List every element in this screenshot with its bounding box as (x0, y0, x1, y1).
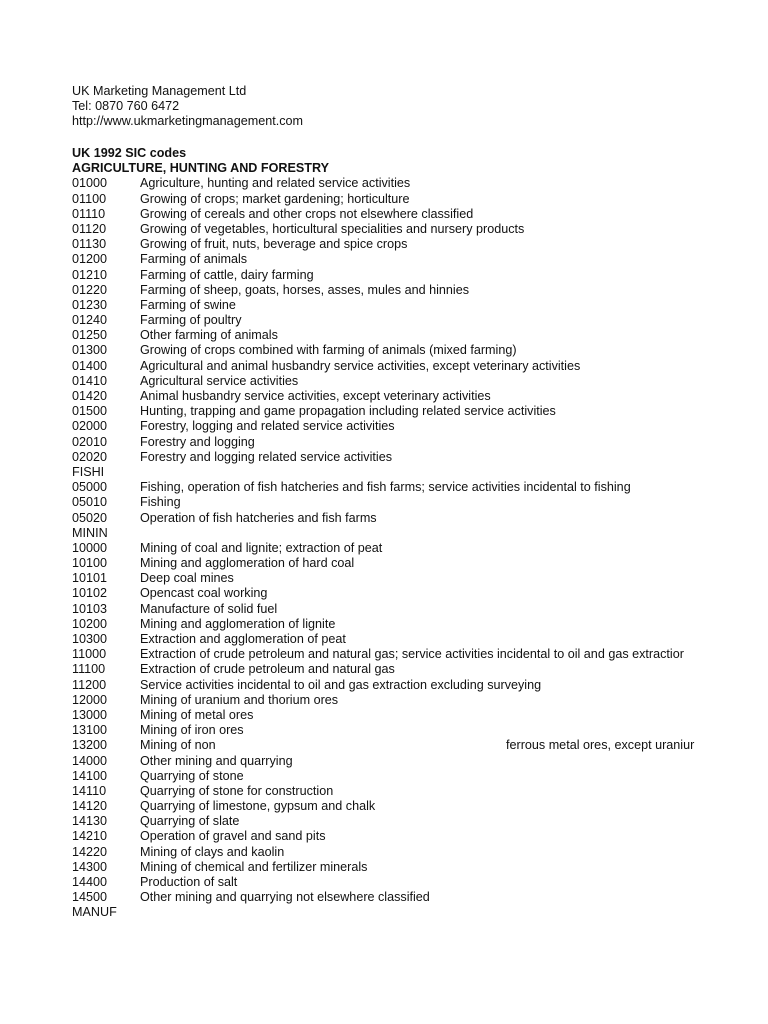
sic-description: Agriculture, hunting and related service activities (140, 176, 411, 191)
sic-code: 14110 (72, 783, 107, 798)
sic-code: 01210 (72, 267, 108, 282)
code-row (72, 875, 700, 890)
sic-description: Farming of poultry (140, 313, 242, 328)
sic-code: 02010 (72, 434, 108, 449)
sic-code: 01240 (72, 313, 108, 328)
code-row (72, 845, 700, 860)
code-row (72, 298, 700, 313)
sic-code: 11000 (72, 647, 107, 662)
sic-code: 05010 (72, 495, 108, 510)
sic-code: 14300 (72, 859, 108, 874)
sic-description: Quarrying of limestone, gypsum and chalk (140, 799, 376, 814)
company-website: http://www.ukmarketingmanagement.com (72, 114, 303, 129)
sic-description: Growing of fruit, nuts, beverage and spice crops (140, 237, 408, 252)
company-header (72, 84, 712, 130)
sic-description: Hunting, trapping and game propagation including related service activities (140, 404, 556, 419)
code-row (72, 252, 700, 267)
code-row (72, 343, 700, 358)
sic-description: Mining of iron ores (140, 723, 244, 738)
sic-code: 05000 (72, 480, 108, 495)
sic-code: 01410 (72, 373, 108, 388)
sic-description: Operation of gravel and sand pits (140, 829, 326, 844)
sic-code: 14220 (72, 844, 108, 859)
code-row-split (72, 738, 700, 753)
code-row (72, 678, 700, 693)
sic-code: 01120 (72, 221, 107, 236)
sic-description: Deep coal mines (140, 571, 234, 586)
sic-description: Other farming of animals (140, 328, 278, 343)
code-row (72, 283, 700, 298)
sic-description: Forestry and logging related service activities (140, 449, 392, 464)
sic-description: Agricultural service activities (140, 373, 299, 388)
sic-description: Quarrying of stone for construction (140, 783, 334, 798)
code-row (72, 495, 700, 510)
company-name: UK Marketing Management Ltd (72, 84, 247, 98)
sic-code: 01500 (72, 404, 108, 419)
sic-description: Quarrying of slate (140, 814, 240, 829)
company-telephone: Tel: 0870 760 6472 (72, 99, 180, 114)
code-row (72, 784, 700, 799)
code-row (72, 693, 700, 708)
sic-code: 10102 (72, 586, 108, 601)
sic-code: 01230 (72, 297, 108, 312)
code-row (72, 389, 700, 404)
code-row (72, 799, 700, 814)
code-row (72, 708, 700, 723)
sic-code: 10101 (72, 571, 108, 586)
code-row (72, 754, 700, 769)
code-row (72, 586, 700, 601)
sic-description: Growing of crops; market gardening; horticulture (140, 191, 410, 206)
code-row (72, 450, 700, 465)
sic-description: Mining of non (140, 738, 216, 753)
sic-code: 02000 (72, 419, 108, 434)
sic-code: 01420 (72, 389, 108, 403)
sic-code: 14500 (72, 890, 108, 905)
sic-code: 10100 (72, 556, 108, 571)
sic-code: 13000 (72, 707, 108, 722)
sic-description: Mining of chemical and fertilizer minerals (140, 859, 368, 874)
section-heading-manufacturing: MANUF (72, 905, 117, 920)
code-row (72, 829, 700, 844)
sic-code: 10103 (72, 601, 108, 616)
sic-code: 10300 (72, 632, 108, 646)
sic-description: Growing of cereals and other crops not elsewhere classified (140, 206, 474, 221)
sic-description: Forestry and logging (140, 434, 255, 449)
code-row (72, 662, 700, 677)
sic-description: Mining of coal and lignite; extraction of peat (140, 540, 383, 555)
code-row (72, 207, 700, 222)
code-row (72, 404, 700, 419)
code-row (72, 814, 700, 829)
code-row (72, 860, 700, 875)
sic-code: 01130 (72, 237, 107, 252)
sic-code: 01110 (72, 206, 106, 221)
code-row (72, 556, 700, 571)
sic-code: 11100 (72, 662, 106, 677)
code-row (72, 647, 700, 662)
sic-description: Farming of swine (140, 297, 236, 312)
sic-description: Growing of crops combined with farming of animals (mixed farming) (140, 343, 517, 358)
sic-description: Growing of vegetables, horticultural specialities and nursery products (140, 221, 525, 236)
sic-description: Operation of fish hatcheries and fish farms (140, 510, 377, 525)
sic-description: Production of salt (140, 875, 238, 889)
sic-description: Quarrying of stone (140, 768, 244, 783)
sic-description: Farming of animals (140, 252, 248, 267)
code-row (72, 723, 700, 738)
sic-description: Farming of sheep, goats, horses, asses, mules and hinnies (140, 282, 470, 297)
code-row (72, 511, 700, 526)
sic-code: 11200 (72, 677, 107, 692)
code-row (72, 769, 700, 784)
sic-code: 12000 (72, 692, 108, 707)
sic-description: Extraction and agglomeration of peat (140, 632, 346, 646)
code-row (72, 617, 700, 632)
sic-description: Mining and agglomeration of hard coal (140, 556, 355, 571)
code-row (72, 192, 700, 207)
code-row (72, 359, 700, 374)
sic-code: 01300 (72, 343, 108, 358)
sic-description: Other mining and quarrying not elsewhere classified (140, 890, 430, 905)
section-heading-agriculture: AGRICULTURE, HUNTING AND FORESTRY (72, 161, 329, 176)
code-row (72, 632, 700, 647)
sic-code: 02020 (72, 449, 108, 464)
sic-code: 10000 (72, 540, 108, 555)
sic-code: 14210 (72, 829, 108, 844)
sic-code: 13200 (72, 738, 108, 753)
sic-description: Fishing (140, 495, 181, 510)
sic-description: Extraction of crude petroleum and natural gas; service activities incidental to oil and gas extractior (140, 647, 684, 662)
code-row (72, 222, 700, 237)
sic-description: Agricultural and animal husbandry service activities, except veterinary activities (140, 358, 581, 373)
section-heading-mining: MININ (72, 525, 108, 540)
sic-code: 13100 (72, 723, 108, 738)
sic-description: Manufacture of solid fuel (140, 601, 278, 616)
code-row (72, 237, 700, 252)
sic-description: Service activities incidental to oil and gas extraction excluding surveying (140, 677, 542, 692)
code-row (72, 176, 700, 191)
code-row (72, 602, 700, 617)
code-row (72, 435, 700, 450)
sic-code: 01400 (72, 358, 108, 373)
sic-code: 01000 (72, 176, 108, 191)
code-row (72, 480, 700, 495)
sic-description: Mining of metal ores (140, 707, 254, 722)
code-row (72, 419, 700, 434)
sic-description-continuation: ferrous metal ores, except uraniur (506, 738, 695, 753)
sic-description: Other mining and quarrying (140, 753, 293, 768)
agriculture-code-table (72, 176, 700, 465)
sic-code: 14000 (72, 753, 108, 768)
sic-code: 01250 (72, 328, 108, 343)
sic-description: Fishing, operation of fish hatcheries and fish farms; service activities incidental to fishing (140, 480, 631, 495)
code-row (72, 268, 700, 283)
sic-code: 10200 (72, 616, 108, 631)
sic-code: 14130 (72, 814, 108, 829)
sic-code: 14100 (72, 768, 108, 783)
sic-code: 01200 (72, 252, 108, 267)
sic-description: Farming of cattle, dairy farming (140, 267, 314, 282)
sic-description: Mining and agglomeration of lignite (140, 616, 336, 631)
sic-description: Opencast coal working (140, 586, 268, 601)
sic-code: 14400 (72, 875, 108, 889)
code-row (72, 571, 700, 586)
sic-code: 05020 (72, 510, 108, 525)
code-row (72, 374, 700, 389)
mining-code-table (72, 541, 700, 906)
sic-code: 14120 (72, 799, 108, 814)
code-row (72, 313, 700, 328)
sic-code-list (72, 146, 700, 921)
sic-description: Animal husbandry service activities, except veterinary activities (140, 389, 491, 403)
sic-description: Forestry, logging and related service activities (140, 419, 395, 434)
section-heading-fishing: FISHI (72, 464, 105, 479)
sic-description: Mining of clays and kaolin (140, 844, 285, 859)
document-title: UK 1992 SIC codes (72, 146, 187, 160)
fishing-code-table (72, 480, 700, 526)
code-row (72, 890, 700, 905)
code-row (72, 328, 700, 343)
sic-code: 01100 (72, 191, 107, 206)
sic-description: Extraction of crude petroleum and natural gas (140, 662, 395, 677)
sic-description: Mining of uranium and thorium ores (140, 692, 339, 707)
code-row (72, 541, 700, 556)
sic-code: 01220 (72, 282, 108, 297)
